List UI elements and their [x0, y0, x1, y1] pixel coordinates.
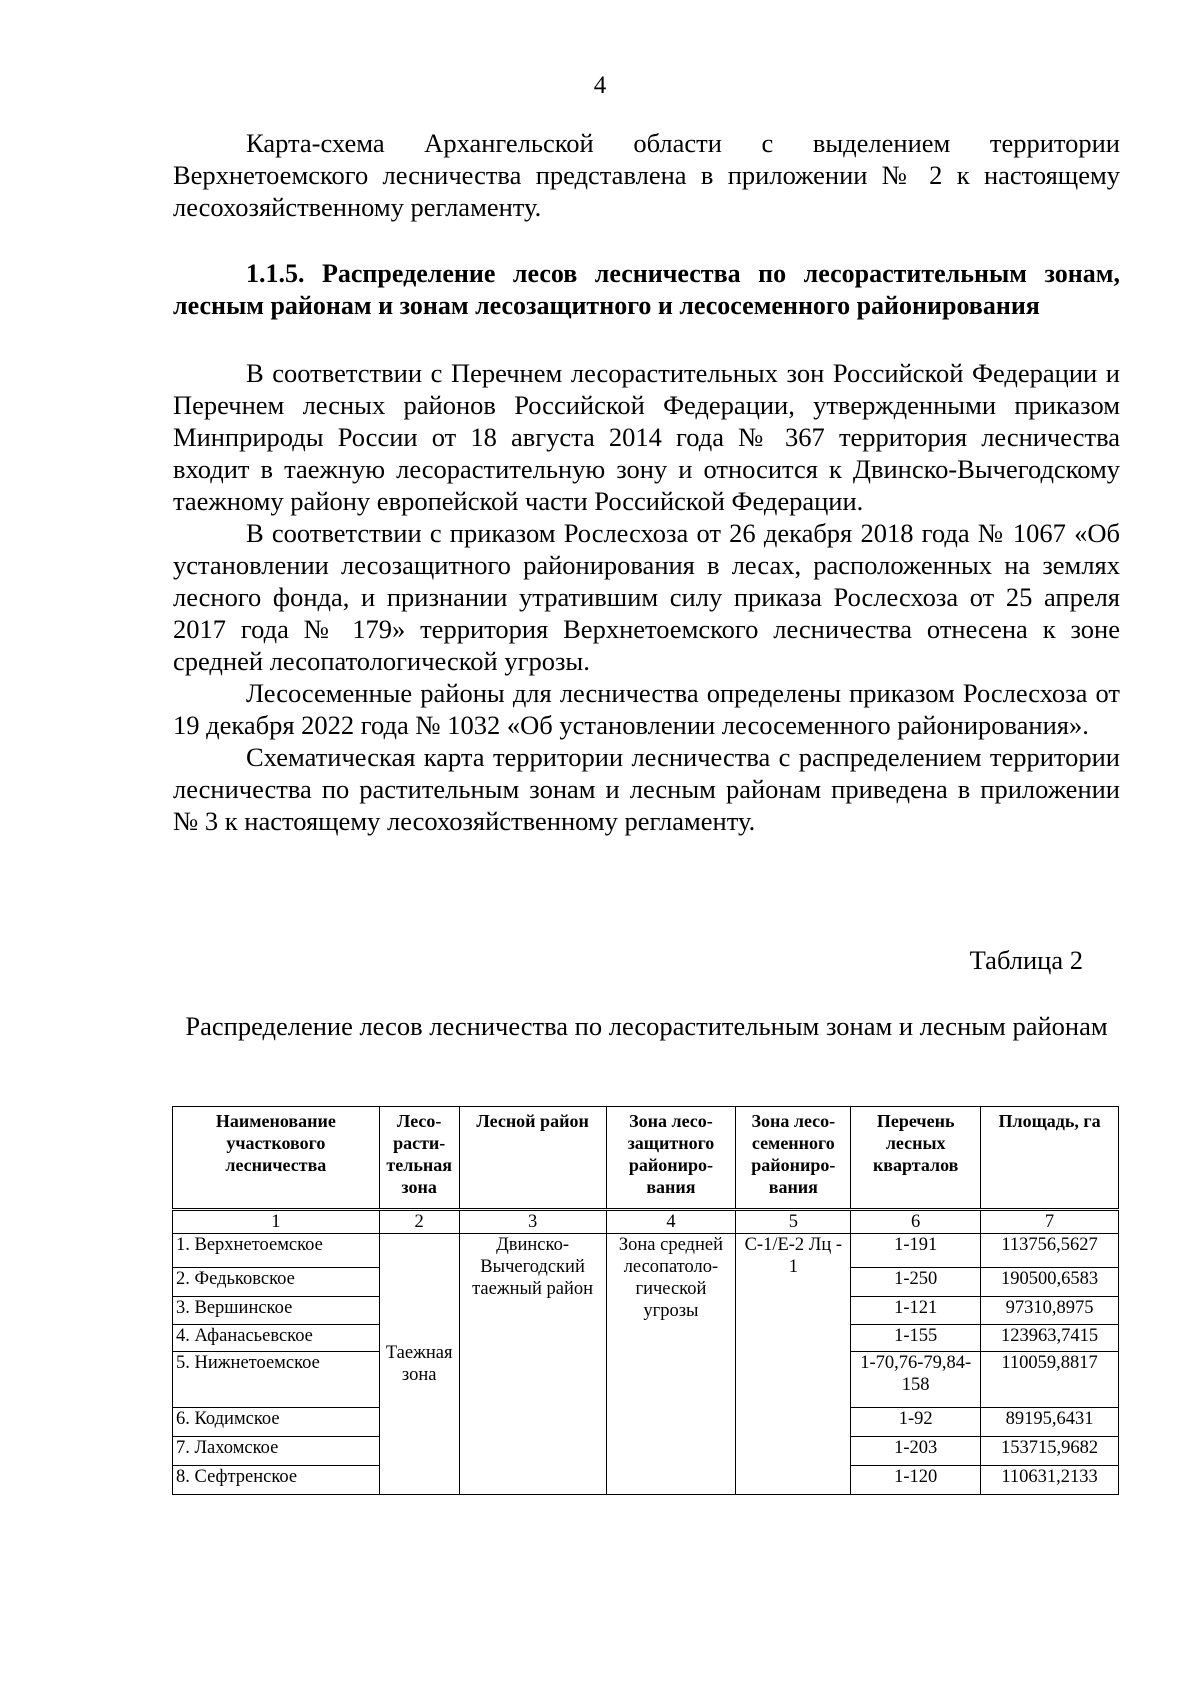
- table-header-row: [173, 1107, 1119, 1210]
- quarters-cell: 1-155: [851, 1325, 981, 1352]
- forestry-name: 2. Федьковское: [173, 1268, 380, 1297]
- page-number: 4: [593, 72, 607, 99]
- forestry-name: 6. Кодимское: [173, 1408, 380, 1437]
- district-cell: Двинско-Вычегодский таежный район: [459, 1234, 606, 1495]
- quarters-cell: 1-121: [851, 1297, 981, 1325]
- protection-zone-cell: Зона средней лесопатоло-гической угрозы: [606, 1234, 736, 1495]
- area-cell: 110631,2133: [981, 1466, 1119, 1495]
- area-cell: 123963,7415: [981, 1325, 1119, 1352]
- paragraph-seed: Лесосеменные районы для лесничества определены приказом Рослесхоза от 19 декабря 2022 года № 1032 «Об установлении лесосеменного районирования».: [173, 678, 1120, 740]
- quarters-cell: 1-120: [851, 1466, 981, 1495]
- table-title: Распределение лесов лесничества по лесорастительным зонам и лесным районам: [185, 1011, 1108, 1041]
- column-number-row: [173, 1210, 1119, 1234]
- seed-zone-cell: С-1/Е-2 Лц - 1: [736, 1234, 851, 1495]
- column-number: 5: [736, 1210, 851, 1234]
- area-cell: 97310,8975: [981, 1297, 1119, 1325]
- area-cell: 113756,5627: [981, 1234, 1119, 1268]
- table-row: [173, 1234, 1119, 1268]
- header-district: Лесной район: [459, 1107, 606, 1210]
- header-quarters: Перечень лесных кварталов: [851, 1107, 981, 1210]
- quarters-cell: 1-203: [851, 1437, 981, 1466]
- quarters-cell: 1-92: [851, 1408, 981, 1437]
- header-protection-zone: Зона лесо-защитного райониро-вания: [606, 1107, 736, 1210]
- forestry-name: 4. Афанасьевское: [173, 1325, 380, 1352]
- zone-cell: Таежная зона: [379, 1234, 459, 1495]
- paragraph-zones: В соответствии с Перечнем лесорастительных зон Российской Федерации и Перечнем лесных районов Российской Федерации, утвержденными приказом Минприроды России от 18 августа 2014 года № 367 территория лесничества входит в таежную лесорастительную зону и относится к Двинско-Вычегодскому таежному району европейской части Российской Федерации.: [173, 358, 1120, 516]
- area-cell: 190500,6583: [981, 1268, 1119, 1297]
- area-cell: 89195,6431: [981, 1408, 1119, 1437]
- forest-distribution-table: [172, 1106, 1119, 1495]
- forestry-name: 5. Нижнетоемское: [173, 1352, 380, 1408]
- area-cell: 110059,8817: [981, 1352, 1119, 1408]
- paragraph-map: Схематическая карта территории лесничества с распределением территории лесничества по растительным зонам и лесным районам приведена в приложении № 3 к настоящему лесохозяйственному регламенту.: [173, 742, 1120, 836]
- area-cell: 153715,9682: [981, 1437, 1119, 1466]
- quarters-cell: 1-191: [851, 1234, 981, 1268]
- column-number: 3: [459, 1210, 606, 1234]
- section-heading-text: 1.1.5. Распределение лесов лесничества по лесорастительным зонам, лесным районам и зонам лесозащитного и лесосеменного районирования: [173, 259, 1120, 320]
- body-paragraphs: [173, 357, 1120, 837]
- header-seed-zone: Зона лесо-семенного райониро-вания: [736, 1107, 851, 1210]
- section-heading: [173, 258, 1120, 322]
- table-label: Таблица 2: [969, 945, 1083, 975]
- quarters-cell: 1-70,76-79,84-158: [851, 1352, 981, 1408]
- forestry-name: 3. Вершинское: [173, 1297, 380, 1325]
- column-number: 1: [173, 1210, 380, 1234]
- column-number: 4: [606, 1210, 736, 1234]
- column-number: 7: [981, 1210, 1119, 1234]
- quarters-cell: 1-250: [851, 1268, 981, 1297]
- header-zone: Лесо-расти-тельная зона: [379, 1107, 459, 1210]
- column-number: 6: [851, 1210, 981, 1234]
- forestry-name: 1. Верхнетоемское: [173, 1234, 380, 1268]
- forestry-name: 7. Лахомское: [173, 1437, 380, 1466]
- intro-paragraph: [173, 127, 1120, 223]
- paragraph-protection: В соответствии с приказом Рослесхоза от 26 декабря 2018 года № 1067 «Об установлении лесозащитного районирования в лесах, расположенных на землях лесного фонда, и признании утратившим силу приказа Рослесхоза от 25 апреля 2017 года № 179» территория Верхнетоемского лесничества отнесена к зоне средней лесопатологической угрозы.: [173, 518, 1120, 676]
- forestry-name: 8. Сефтренское: [173, 1466, 380, 1495]
- header-area: Площадь, га: [981, 1107, 1119, 1210]
- column-number: 2: [379, 1210, 459, 1234]
- header-forestry: Наименование участкового лесничества: [173, 1107, 380, 1210]
- intro-text: Карта-схема Архангельской области с выделением территории Верхнетоемского лесничества представлена в приложении № 2 к настоящему лесохозяйственному регламенту.: [173, 128, 1120, 222]
